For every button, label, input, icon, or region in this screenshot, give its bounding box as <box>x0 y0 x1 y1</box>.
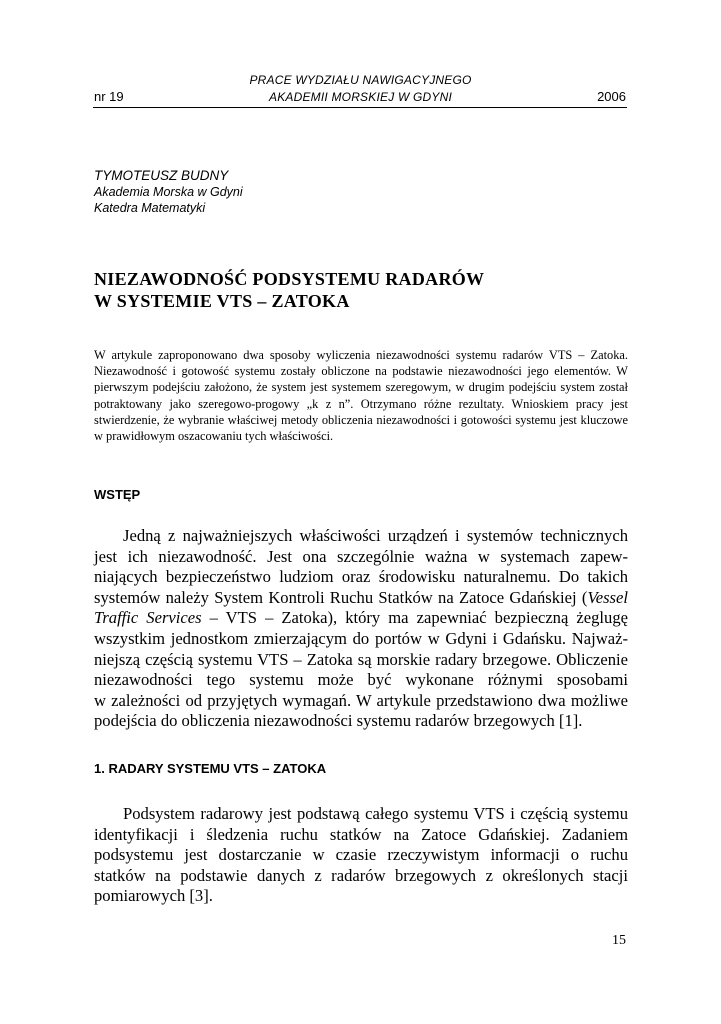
intro-line-with-italic <box>94 588 628 609</box>
paper-title-line1: NIEZAWODNOŚĆ PODSYSTEMU RADARÓW <box>94 269 485 289</box>
intro-line-text: – VTS – Zatoka), który ma zapewniać bezpieczną żeglugę <box>201 608 628 628</box>
issue-number: nr 19 <box>94 89 124 104</box>
author-affiliation-2: Katedra Matematyki <box>94 201 206 215</box>
intro-line: niezawodności tego systemu może być wykonane różnymi sposobami <box>94 670 628 690</box>
section-heading-1: 1. RADARY SYSTEMU VTS – ZATOKA <box>94 761 327 776</box>
journal-title-line1: PRACE WYDZIAŁU NAWIGACYJNEGO <box>249 73 472 87</box>
journal-title-line2: AKADEMII MORSKIEJ W GDYNI <box>268 90 453 104</box>
page-number: 15 <box>612 933 626 948</box>
intro-line: jest ich niezawodność. Jest ona szczególnie ważna w systemach zapew- <box>94 546 628 566</box>
intro-line: Jedną z najważniejszych właściwości urządzeń i systemów technicznych <box>123 526 628 545</box>
intro-line: wszystkim jednostkom zmierzającym do portów w Gdyni i Gdańsku. Najważ- <box>94 628 628 648</box>
italic-term-traffic-services: Traffic Services <box>94 608 202 628</box>
paper-title <box>94 268 634 312</box>
header-rule <box>93 107 627 108</box>
intro-line-text: systemów należy System Kontroli Ruchu Statków na Zatoce Gdańskiej ( <box>94 587 588 607</box>
section1-line: identyfikacji i śledzenia ruchu statków na Zatoce Gdańskiej. Zadaniem <box>94 824 628 844</box>
section1-line: pomiarowych [3]. <box>94 886 213 906</box>
section1-line: statków na podstawie danych z radarów brzegowych z określonych stacji <box>94 865 628 885</box>
italic-term-vessel: Vessel <box>587 587 628 607</box>
intro-line-with-italic <box>94 608 628 629</box>
intro-line: niejszą częścią systemu VTS – Zatoka są morskie radary brzegowe. Obliczenie <box>94 649 628 669</box>
section-heading-intro: WSTĘP <box>94 487 141 502</box>
author-affiliation-1: Akademia Morska w Gdyni <box>94 185 243 199</box>
section1-line: Podsystem radarowy jest podstawą całego systemu VTS i częścią systemu <box>123 804 628 823</box>
intro-line: podejścia do obliczenia niezawodności systemu radarów brzegowych [1]. <box>94 711 583 731</box>
intro-line: w zależności od przyjętych wymagań. W artykule przedstawiono dwa możliwe <box>94 690 628 710</box>
author-block <box>94 168 243 216</box>
intro-paragraph <box>94 526 628 732</box>
paper-title-line2: W SYSTEMIE VTS – ZATOKA <box>94 291 350 311</box>
issue-year: 2006 <box>597 89 626 104</box>
section1-line: podsystemu jest dostarczanie w czasie rzeczywistym informacji o ruchu <box>94 845 628 865</box>
author-name: TYMOTEUSZ BUDNY <box>94 168 229 183</box>
section1-paragraph <box>94 804 628 907</box>
intro-line: niających bezpieczeństwo ludziom oraz środowisku naturalnemu. Do takich <box>94 567 628 587</box>
abstract: W artykule zaproponowano dwa sposoby wyliczenia niezawodności systemu radarów VTS – Zatoka. Niezawodność i gotowość systemu zostały obliczone na podstawie niezawodności jego elementów. W pierwszym podejściu założono, że system jest systemem szeregowym, w drugim podejściu system został potraktowany jako szeregowo-progowy „k z n”. Otrzymano różne rezultaty. Wnioskiem pracy jest stwierdzenie, że wybranie właściwej metody obliczenia niezawodności i gotowości systemu jest kluczowe w prawidłowym oszacowaniu tych właściwości. <box>94 348 628 444</box>
